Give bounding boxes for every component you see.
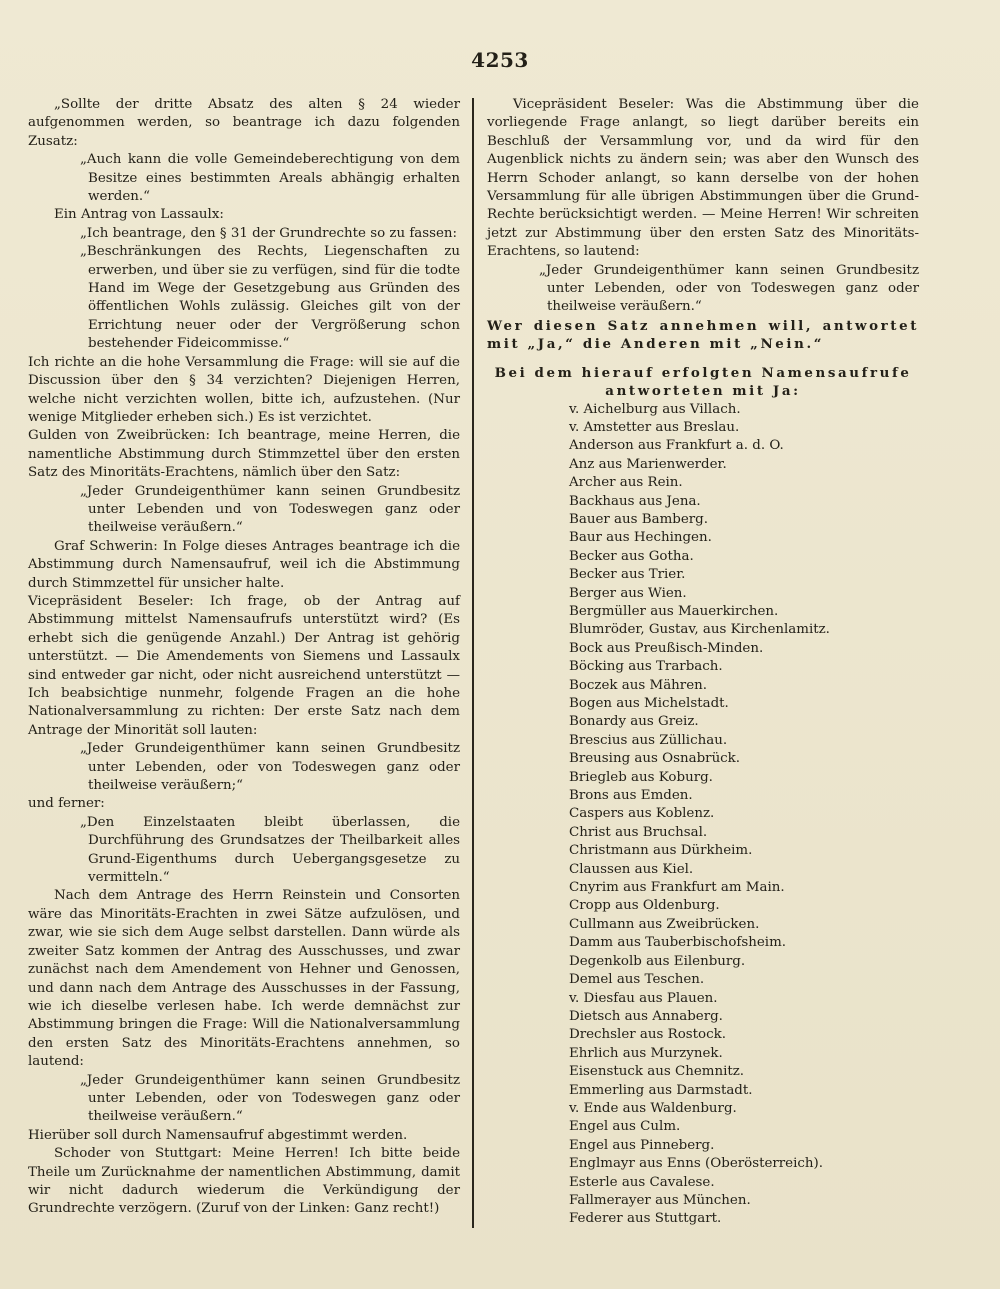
- paragraph: „Jeder Grundeigenthümer kann seinen Grundbesitz unter Lebenden und von Todeswegen ganz oder theilweise veräußern.“: [80, 483, 460, 536]
- voter-entry: Christ aus Bruchsal.: [569, 824, 708, 840]
- paragraph: „Jeder Grundeigenthümer kann seinen Grundbesitz unter Lebenden, oder von Todeswegen ganz oder theilweise veräußern;“: [80, 741, 460, 794]
- paragraph: „Jeder Grundeigenthümer kann seinen Grundbesitz unter Lebenden, oder von Todeswegen ganz oder theilweise veräußern.“: [80, 1072, 460, 1125]
- voter-entry: v. Diesfau aus Plauen.: [569, 990, 718, 1006]
- voter-entry: Becker aus Gotha.: [569, 548, 694, 564]
- vote-heading: Bei dem hierauf erfolgten Namensaufrufe antworteten mit Ja:: [494, 364, 912, 400]
- voter-entry: Caspers aus Koblenz.: [569, 806, 715, 822]
- voter-entry: Berger aus Wien.: [569, 585, 687, 601]
- voter-entry: Brons aus Emden.: [569, 788, 693, 804]
- paragraph: und ferner:: [28, 796, 105, 812]
- voter-entry: Claussen aus Kiel.: [569, 861, 694, 877]
- voter-entry: Federer aus Stuttgart.: [569, 1211, 722, 1227]
- voter-entry: Baur aus Hechingen.: [569, 530, 712, 546]
- paragraph: „Sollte der dritte Absatz des alten § 24 wieder aufgenommen werden, so beantrage ich dazu folgenden Zusatz:: [28, 97, 460, 149]
- voter-entry: v. Ende aus Waldenburg.: [569, 1100, 737, 1116]
- voter-entry: Drechsler aus Rostock.: [569, 1027, 726, 1043]
- voter-entry: v. Aichelburg aus Villach.: [569, 401, 741, 417]
- voter-entry: Engel aus Culm.: [569, 1119, 681, 1135]
- voter-entry: Dietsch aus Annaberg.: [569, 1008, 723, 1024]
- voter-entry: Damm aus Tauberbischofsheim.: [569, 935, 787, 951]
- voter-entry: Brescius aus Züllichau.: [569, 732, 728, 748]
- voter-entry: Anz aus Marienwerder.: [569, 456, 727, 472]
- paragraph: „Beschränkungen des Rechts, Liegenschaften zu erwerben, und über sie zu verfügen, sind für die todte Hand im Wege der Gesetzgebung aus Gründen des öffentlichen Wohls zulässig. Gleiches gilt von der Errichtung neuer oder der Vergrößerung schon bestehender Fideicommisse.“: [80, 244, 460, 352]
- voter-entry: Boczek aus Mähren.: [569, 677, 708, 693]
- voter-entry: Bergmüller aus Mauerkirchen.: [569, 603, 779, 619]
- voter-entry: v. Amstetter aus Breslau.: [569, 419, 740, 435]
- voter-entry: Cnyrim aus Frankfurt am Main.: [569, 880, 785, 896]
- paragraph: Graf Schwerin: In Folge dieses Antrages beantrage ich die Abstimmung durch Namensaufruf, weil ich die Abstimmung durch Stimmzettel für unsicher halte.: [28, 538, 460, 591]
- right-column-intro: [487, 96, 919, 354]
- column-divider: [472, 98, 474, 1228]
- page-number: 4253: [471, 48, 529, 72]
- paragraph: „Auch kann die volle Gemeindeberechtigung von dem Besitze eines bestimmten Areals abhängig erhalten werden.“: [80, 152, 460, 205]
- right-column: [487, 96, 919, 1229]
- paragraph: „Den Einzelstaaten bleibt überlassen, die Durchführung des Grundsatzes der Theilbarkeit alles Grund-Eigenthums durch Uebergangsgesetze zu vermitteln.“: [80, 814, 460, 886]
- voter-list: [487, 401, 919, 1229]
- paragraph: „Ich beantrage, den § 31 der Grundrechte so zu fassen:: [80, 225, 458, 241]
- paragraph: Wer diesen Satz annehmen will, antwortet mit „Ja,“ die Anderen mit „Nein.“: [487, 317, 919, 353]
- paragraph: Ein Antrag von Lassaulx:: [54, 207, 224, 223]
- paragraph: Schoder von Stuttgart: Meine Herren! Ich bitte beide Theile um Zurücknahme der namentlichen Abstimmung, damit wir nicht dadurch wiederum die Verkündigung der Grundrechte verzögern. (Zuruf von der Linken: Ganz recht!): [28, 1146, 460, 1217]
- voter-entry: Bogen aus Michelstadt.: [569, 696, 729, 711]
- paragraph: „Jeder Grundeigenthümer kann seinen Grundbesitz unter Lebenden, oder von Todeswegen ganz oder theilweise veräußern.“: [539, 262, 919, 315]
- paragraph: Vicepräsident Beseler: Was die Abstimmung über die vorliegende Frage anlangt, so liegt darüber bereits ein Beschluß der Versammlung vor, und da wird für den Augenblick nichts zu ändern sein; was aber den Wunsch des Herrn Schoder anlangt, so kann derselbe von der hohen Versammlung für alle übrigen Abstimmungen über die Grund-Rechte berücksichtigt werden. — Meine Herren! Wir schreiten jetzt zur Abstimmung über den ersten Satz des Minoritäts-Erachtens, so lautend:: [487, 97, 919, 260]
- voter-entry: Cullmann aus Zweibrücken.: [569, 916, 760, 932]
- voter-entry: Demel aus Teschen.: [569, 972, 705, 988]
- voter-entry: Eisenstuck aus Chemnitz.: [569, 1064, 745, 1080]
- voter-entry: Bonardy aus Greiz.: [569, 714, 699, 730]
- voter-entry: Ehrlich aus Murzynek.: [569, 1045, 723, 1061]
- voter-entry: Bauer aus Bamberg.: [569, 511, 709, 527]
- voter-entry: Fallmerayer aus München.: [569, 1192, 751, 1208]
- voter-entry: Degenkolb aus Eilenburg.: [569, 953, 746, 969]
- voter-entry: Englmayr aus Enns (Oberösterreich).: [569, 1156, 823, 1172]
- paragraph: Hierüber soll durch Namensaufruf abgestimmt werden.: [28, 1127, 408, 1143]
- voter-entry: Becker aus Trier.: [569, 567, 686, 583]
- voter-entry: Anderson aus Frankfurt a. d. O.: [569, 438, 784, 454]
- voter-entry: Backhaus aus Jena.: [569, 493, 701, 509]
- paragraph: Gulden von Zweibrücken: Ich beantrage, meine Herren, die namentliche Abstimmung durch Stimmzettel über den ersten Satz des Minoritäts-Erachtens, nämlich über den Satz:: [28, 428, 460, 481]
- voter-entry: Briegleb aus Koburg.: [569, 769, 713, 785]
- voter-entry: Bock aus Preußisch-Minden.: [569, 640, 764, 656]
- paragraph: Vicepräsident Beseler: Ich frage, ob der Antrag auf Abstimmung mittelst Namensaufrufs unterstützt wird? (Es erhebt sich die genügende Anzahl.) Der Antrag ist gehörig unterstützt. — Die Amendements von Siemens und Lassaulx sind entweder gar nicht, oder nicht ausreichend unterstützt — Ich beabsichtige nunmehr, folgende Fragen an die hohe Nationalversammlung zu richten: Der erste Satz nach dem Antrage der Minorität soll lauten:: [28, 593, 460, 738]
- voter-entry: Engel aus Pinneberg.: [569, 1137, 715, 1153]
- voter-entry: Christmann aus Dürkheim.: [569, 843, 753, 859]
- voter-entry: Emmerling aus Darmstadt.: [569, 1082, 753, 1098]
- paragraph: Ich richte an die hohe Versammlung die Frage: will sie auf die Discussion über den § 34 verzichten? Diejenigen Herren, welche nicht verzichten wollen, bitte ich, aufzustehen. (Nur wenige Mitglieder erheben sich.) Es ist verzichtet.: [28, 354, 460, 425]
- voter-entry: Böcking aus Trarbach.: [569, 659, 723, 675]
- voter-entry: Archer aus Rein.: [569, 475, 683, 491]
- left-column: [28, 96, 460, 1219]
- voter-entry: Breusing aus Osnabrück.: [569, 751, 741, 767]
- voter-entry: Blumröder, Gustav, aus Kirchenlamitz.: [569, 622, 830, 638]
- voter-entry: Esterle aus Cavalese.: [569, 1174, 715, 1190]
- paragraph: Nach dem Antrage des Herrn Reinstein und Consorten wäre das Minoritäts-Erachten in zwei Sätze aufzulösen, und zwar, wie sie sich dem Auge selbst darstellen. Dann würde als zweiter Satz kommen der Antrag des Ausschusses, und zwar zunächst nach dem Amendement von Hehner und Genossen, und dann nach dem Antrage des Ausschusses in der Fassung, wie ich dieselbe verlesen habe. Ich werde demnächst zur Abstimmung bringen die Frage: Will die Nationalversammlung den ersten Satz des Minoritäts-Erachtens annehmen, so lautend:: [28, 888, 460, 1070]
- voter-entry: Cropp aus Oldenburg.: [569, 898, 720, 914]
